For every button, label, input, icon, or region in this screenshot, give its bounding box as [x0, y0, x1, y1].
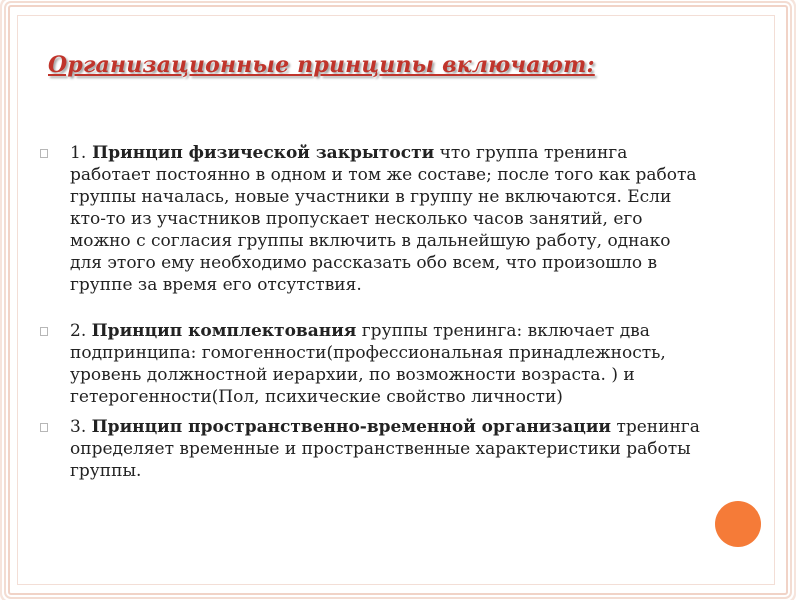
item-number: 2. — [70, 321, 92, 341]
item-number: 3. — [70, 417, 92, 437]
square-bullet-icon — [40, 423, 48, 432]
item-bold-heading: Принцип физической закрытости — [86, 143, 435, 163]
item-text: тренинга определяет временные и пространственные характеристики работы группы. — [70, 417, 700, 481]
list-item-3 — [40, 416, 700, 482]
slide-title: Организационные принципы включают: — [48, 52, 595, 78]
list-item-1 — [40, 142, 700, 296]
item-text: группы тренинга: включает два подпринципа: гомогенности(профессиональная принадлежность, уровень должностной иерархии, по возможности возраста. ) и гетерогенности(Пол, психические свойство личности) — [70, 321, 666, 407]
bullet-list — [40, 142, 700, 482]
item-number: 1. — [70, 143, 87, 163]
orange-circle-decoration — [715, 501, 761, 547]
item-text: что группа тренинга работает постоянно в одном и том же составе; после того как работа группы началась, новые участники в группу не включаются. Если кто-то из участников пропускает несколько часов занятий, его можно с согласия группы включить в дальнейшую работу, однако для этого ему необходимо рассказать обо всем, что произошло в группе за время его отсутствия. — [70, 143, 697, 295]
list-item-2 — [40, 320, 700, 408]
item-bold-heading: Принцип пространственно-временной организации — [91, 417, 612, 437]
item-bold-heading: Принцип комплектования — [91, 321, 357, 341]
square-bullet-icon — [40, 149, 48, 158]
square-bullet-icon — [40, 327, 48, 336]
